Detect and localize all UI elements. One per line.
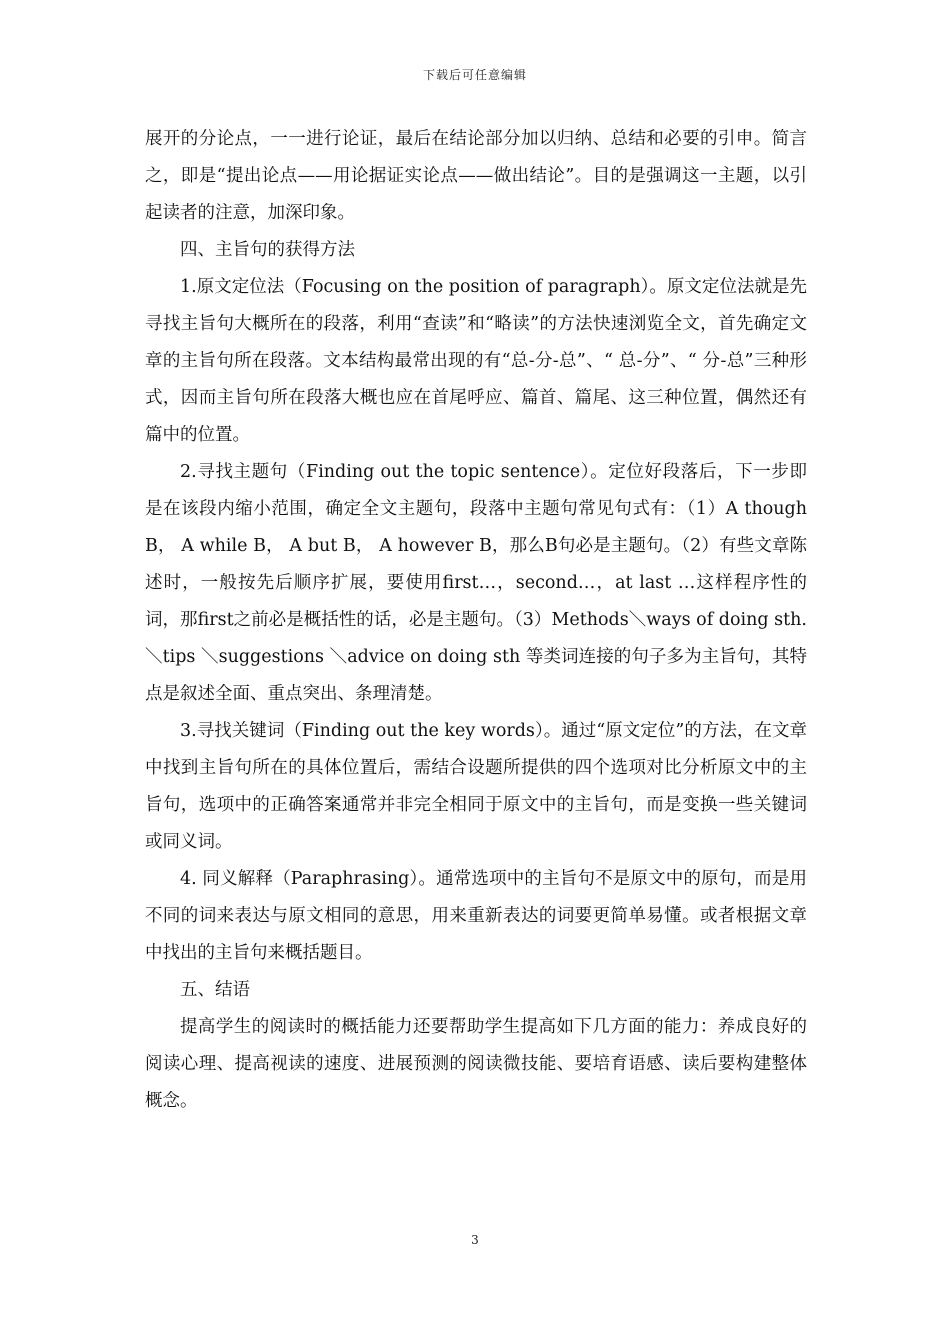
paragraph-method-4: 4. 同义解释（Paraphrasing）。通常选项中的主旨句不是原文中的原句，而是用不同的词来表达与原文相同的意思，用来重新表达的词要更简单易懂。或者根据文章中找出的主旨句来概括题目。 [145, 869, 807, 963]
page-number: 3 [471, 1233, 479, 1247]
page-header: 下载后可任意编辑 [422, 68, 527, 82]
paragraph-method-3: 3.寻找关键词（Finding out the key words）。通过“原文定位”的方法，在文章中找到主旨句所在的具体位置后，需结合设题所提供的四个选项对比分析原文中的主旨句，选项中的正确答案通常并非完全相同于原文中的主旨句，而是变换一些关键词或同义词。 [145, 721, 807, 852]
document-body [145, 121, 807, 1120]
paragraph-method-2: 2.寻找主题句（Finding out the topic sentence）。定位好段落后，下一步即是在该段内缩小范围，确定全文主题句，段落中主题句常见句式有：（1）A though B， A while B， A but B， A however B，那么B句必是主题句。（2）有些文章陈述时，一般按先后顺序扩展，要使用first…，second…，at last …这样程序性的词，那first之前必是概括性的话，必是主题句。（3）Methods＼ways of doing sth.＼tips ＼suggestions ＼advice on doing sth 等类词连接的句子多为主旨句，其特点是叙述全面、重点突出、条理清楚。 [145, 462, 807, 704]
section-heading-5: 五、结语 [180, 980, 250, 1000]
paragraph-method-1: 1.原文定位法（Focusing on the position of paragraph）。原文定位法就是先寻找主旨句大概所在的段落，利用“查读”和“略读”的方法快速浏览全文，首先确定文章的主旨句所在段落。文本结构最常出现的有“总-分-总”、“ 总-分”、“ 分-总”三种形式，因而主旨句所在段落大概也应在首尾呼应、篇首、篇尾、这三种位置，偶然还有篇中的位置。 [145, 277, 807, 445]
paragraph-conclusion: 提高学生的阅读时的概括能力还要帮助学生提高如下几方面的能力：养成良好的阅读心理、提高视读的速度、进展预测的阅读微技能、要培育语感、读后要构建整体概念。 [145, 1017, 807, 1111]
section-heading-4: 四、主旨句的获得方法 [180, 240, 355, 260]
paragraph-continuation: 展开的分论点，一一进行论证，最后在结论部分加以归纳、总结和必要的引申。简言之，即是“提出论点——用论据证实论点——做出结论”。目的是强调这一主题，以引起读者的注意，加深印象。 [145, 129, 807, 223]
